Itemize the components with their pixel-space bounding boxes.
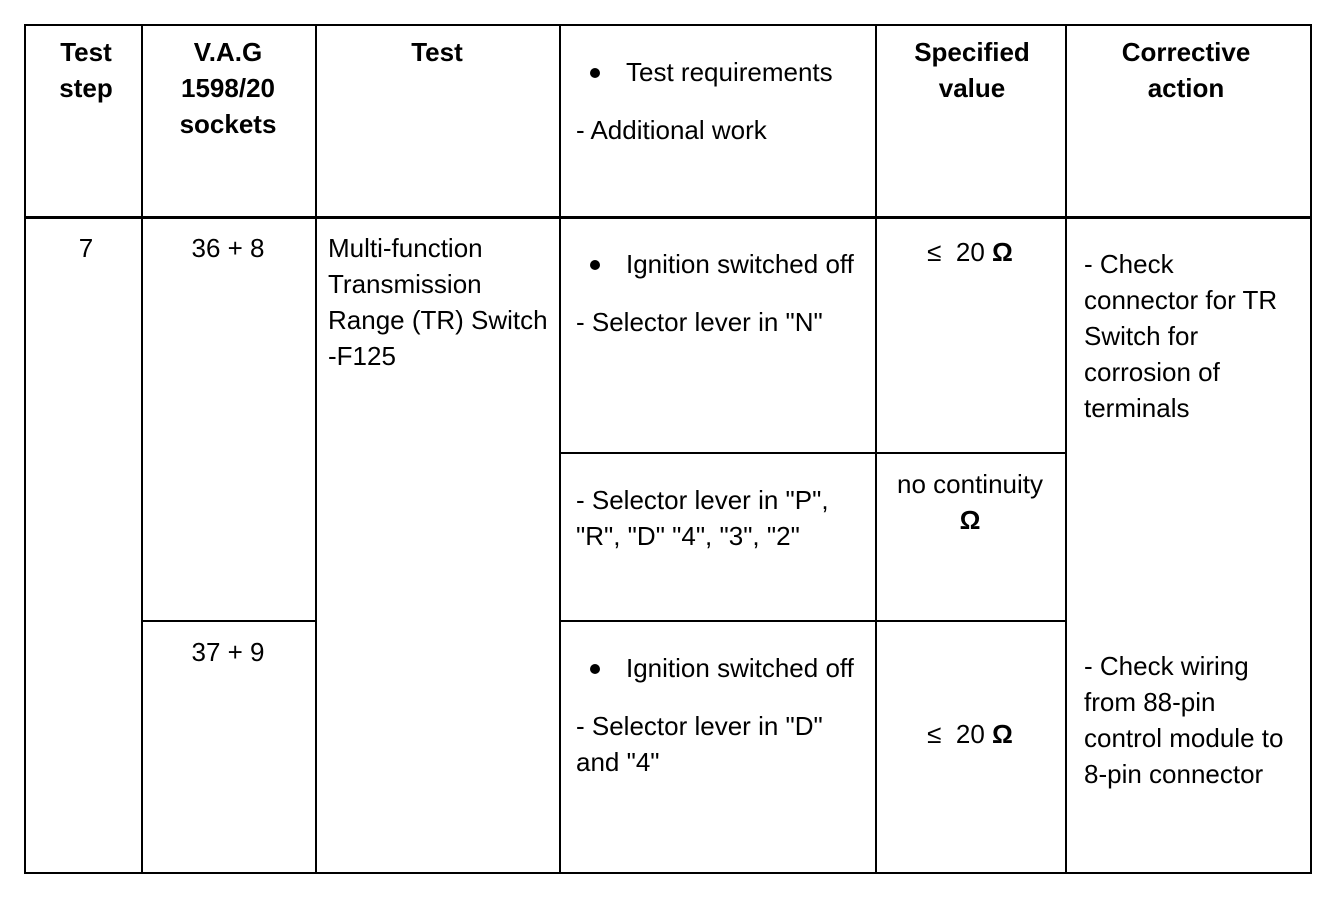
col-divider [141, 26, 143, 872]
requirements-row-3 [576, 650, 866, 780]
header-corrective-action: Corrective action [1121, 37, 1251, 103]
bullet-icon [590, 68, 600, 78]
ohm-symbol: Ω [959, 505, 981, 535]
row-divider [141, 620, 317, 622]
test-step-value: 7 [78, 233, 94, 263]
col-divider [1065, 26, 1067, 872]
corrective-action-2: - Check wiring from 88-pin control module to 8-pin connector [1084, 651, 1284, 789]
header-specified-value: Specified value [914, 37, 1030, 103]
corrective-action-1: - Check connector for TR Switch for corrosion of terminals [1084, 249, 1278, 423]
requirement-text: Ignition switched off [626, 653, 854, 683]
row-divider [559, 452, 1067, 454]
requirements-row-2: - Selector lever in "P", "R", "D" "4", "3", "2" [576, 485, 829, 551]
test-name: Multi-function Transmission Range (TR) Switch -F125 [328, 233, 548, 371]
requirements-label: Test requirements [626, 57, 833, 87]
bullet-icon [590, 664, 600, 674]
header-test-step: Test step [59, 37, 113, 103]
row-divider [559, 620, 1067, 622]
specified-value-row-1 [880, 234, 1060, 270]
le-symbol: ≤ [927, 719, 942, 749]
specified-value-row-2 [880, 466, 1060, 538]
le-symbol: ≤ [927, 237, 942, 267]
header-requirements [576, 54, 866, 148]
additional-work-text: - Selector lever in "D" and "4" [576, 711, 823, 777]
header-test: Test [411, 37, 463, 67]
value-text: no continuity [897, 469, 1043, 499]
specified-value-row-3 [880, 716, 1060, 752]
additional-work-label: - Additional work [576, 115, 767, 145]
requirements-bullet [576, 650, 866, 686]
col-divider [559, 26, 561, 872]
sockets-value: 37 + 9 [191, 637, 265, 667]
col-divider [875, 26, 877, 872]
additional-work-text: - Selector lever in "N" [576, 307, 823, 337]
sockets-value: 36 + 8 [191, 233, 265, 263]
requirement-text: Ignition switched off [626, 249, 854, 279]
value-number: 20 [955, 719, 985, 749]
test-table [24, 24, 1312, 874]
requirements-bullet [576, 246, 866, 282]
requirements-bullet [576, 54, 866, 90]
ohm-symbol: Ω [992, 237, 1013, 267]
header-sockets: V.A.G 1598/20 sockets [179, 37, 277, 139]
ohm-symbol: Ω [992, 719, 1013, 749]
col-divider [315, 26, 317, 872]
requirements-row-1 [576, 246, 866, 340]
value-number: 20 [955, 237, 985, 267]
bullet-icon [590, 260, 600, 270]
header-divider [26, 216, 1310, 219]
